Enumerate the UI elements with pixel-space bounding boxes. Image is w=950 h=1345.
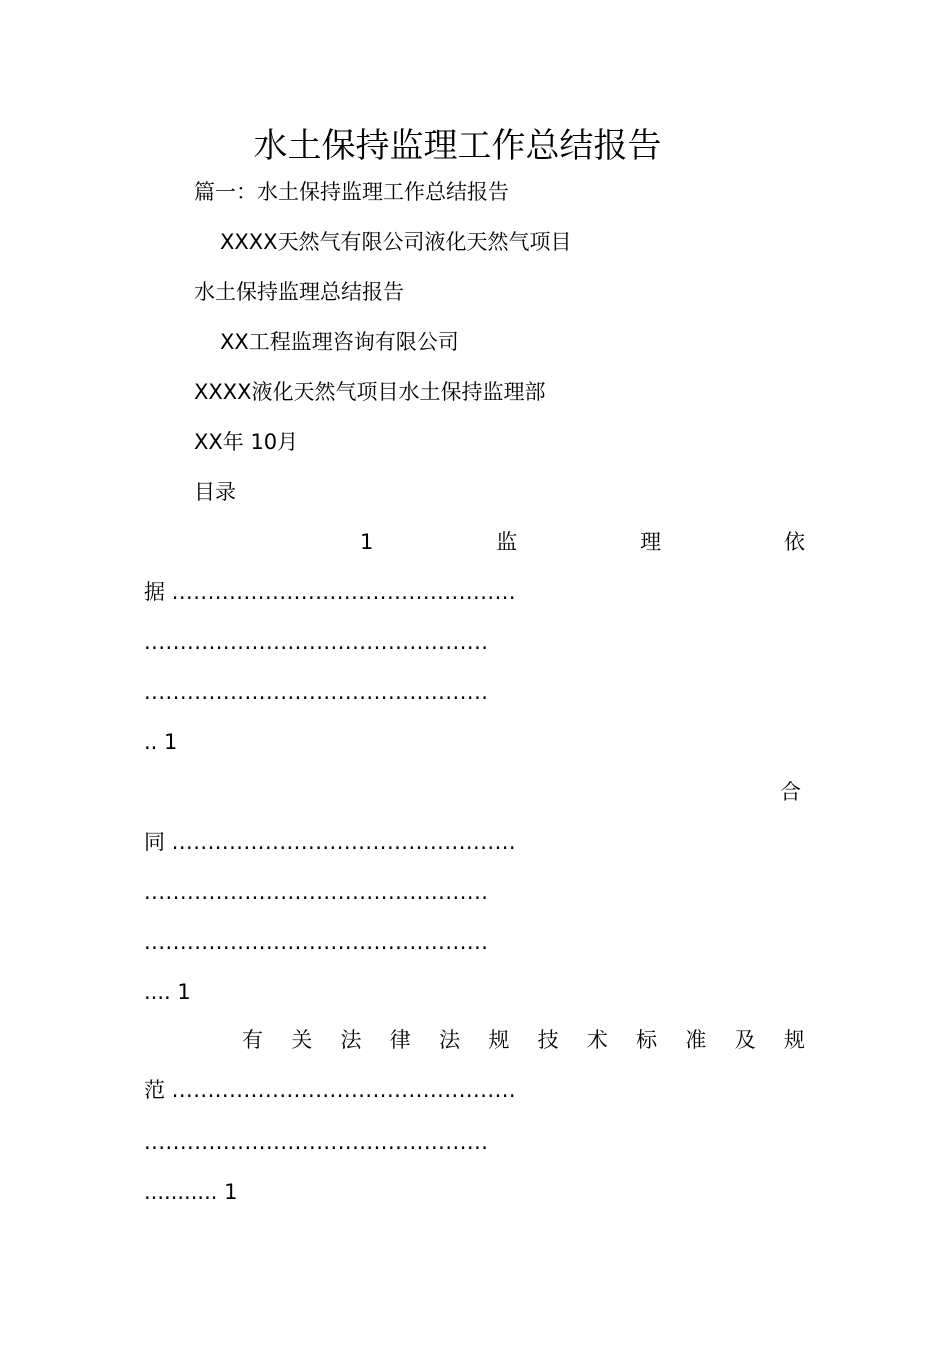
toc-entry-1-char: 1 <box>360 530 374 554</box>
toc-entry-1-char: 理 <box>640 530 662 554</box>
toc-entry-1-heading <box>360 528 805 556</box>
company-project-line: XXXX天然气有限公司液化天然气项目 <box>220 230 572 254</box>
toc-entry-3-char: 及 <box>734 1028 756 1052</box>
toc-entry-2-dots-line: ................................................ <box>144 880 489 904</box>
toc-entry-1-lead-line[interactable] <box>144 578 516 606</box>
toc-entry-3-char: 有 <box>242 1028 263 1052</box>
toc-entry-3-char: 规 <box>783 1028 805 1052</box>
toc-entry-3-lead: 范 <box>144 1078 165 1102</box>
toc-entry-1-dots-line: ................................................ <box>144 630 489 654</box>
toc-entry-2-page: .... 1 <box>144 980 191 1004</box>
document-title: 水土保持监理工作总结报告 <box>253 126 662 166</box>
toc-entry-2-dots: ................................................ <box>171 830 517 854</box>
toc-entry-3-page: ........... 1 <box>144 1180 238 1204</box>
department-line: XXXX液化天然气项目水土保持监理部 <box>194 380 546 404</box>
toc-entry-3-char: 准 <box>685 1028 707 1052</box>
toc-entry-2-dots-line: ................................................ <box>144 930 489 954</box>
toc-entry-1-dots: ................................................ <box>171 580 517 604</box>
toc-heading: 目录 <box>194 480 236 504</box>
toc-entry-2-lead: 同 <box>144 830 165 854</box>
toc-entry-3-dots-line: ................................................ <box>144 1130 489 1154</box>
toc-entry-3-char: 标 <box>636 1028 658 1052</box>
toc-entry-1-page: .. 1 <box>144 730 178 754</box>
toc-entry-1-char: 依 <box>784 530 805 554</box>
toc-entry-1-dots-line: ................................................ <box>144 680 489 704</box>
toc-entry-1-lead: 据 <box>144 580 165 604</box>
toc-entry-3-heading <box>242 1026 805 1054</box>
toc-entry-3-char: 技 <box>537 1028 559 1052</box>
toc-entry-2-lead-line[interactable] <box>144 828 516 856</box>
toc-entry-2-char: 合 <box>780 780 801 804</box>
toc-entry-3-char: 法 <box>340 1028 362 1052</box>
toc-entry-3-char: 法 <box>439 1028 461 1052</box>
toc-entry-3-char: 术 <box>586 1028 608 1052</box>
toc-entry-3-lead-line[interactable] <box>144 1076 516 1104</box>
toc-entry-2-heading <box>780 778 805 806</box>
report-name-line: 水土保持监理总结报告 <box>194 280 404 304</box>
consultant-line: XX工程监理咨询有限公司 <box>220 330 459 354</box>
toc-entry-3-dots: ................................................ <box>171 1078 517 1102</box>
toc-entry-3-char: 关 <box>291 1028 313 1052</box>
toc-entry-3-char: 律 <box>389 1028 411 1052</box>
chapter-line: 篇一：水土保持监理工作总结报告 <box>194 180 509 204</box>
toc-entry-3-char: 规 <box>488 1028 510 1052</box>
toc-entry-1-char: 监 <box>496 530 518 554</box>
date-line: XX年 10月 <box>194 430 299 454</box>
